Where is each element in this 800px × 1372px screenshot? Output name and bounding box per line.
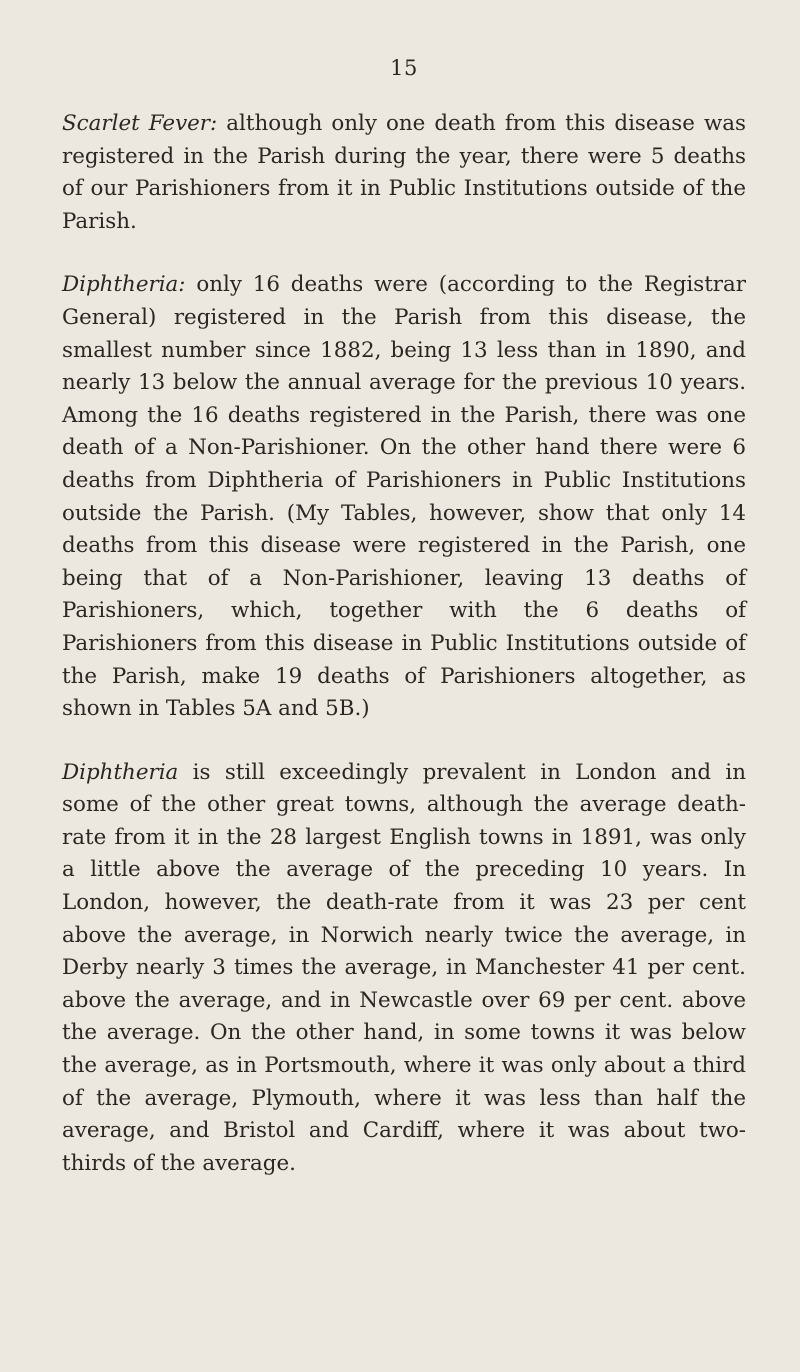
- paragraph-text-diphtheria-prevalence: is still exceedingly prevalent in London and in some of the other great towns, although the average death-rate from it in the 28 largest English towns in 1891, was only a little above the average of the preceding 10 years. In London, however, the death-rate from it was 23 per cent above the average, in Norwich nearly twice the average, in Derby nearly 3 times the average, in Manchester 41 per cent. above the average, and in Newcastle over 69 per cent. above the average. On the other hand, in some towns it was below the average, as in Portsmouth, where it was only about a third of the average, Plymouth, where it was less than half the average, and Bristol and Cardiff, where it was about two-thirds of the average.: [62, 759, 746, 1176]
- paragraph-lead-diphtheria-prevalence: Diphtheria: [62, 759, 179, 785]
- paragraph-diphtheria-prevalence: [62, 757, 746, 1181]
- paragraph-text-scarlet-fever: although only one death from this disease was registered in the Parish during the year, there were 5 deaths of our Parishioners from it in Public Institutions outside of the Parish.: [62, 111, 747, 234]
- paragraph-lead-diphtheria: Diphtheria:: [62, 272, 186, 298]
- paragraph-text-diphtheria: only 16 deaths were (according to the Registrar General) registered in the Parish from this disease, the smallest number since 1882, being 13 less than in 1890, and nearly 13 below the annual average for the previous 10 years. Among the 16 deaths registered in the Parish, there was one death of a Non-Parishioner. On the other hand there were 6 deaths from Diphtheria of Parishioners in Public Institutions outside the Parish. (My Tables, however, show that only 14 deaths from this disease were registered in the Parish, one being that of a Non-Parishioner, leaving 13 deaths of Parishioners, which, together with the 6 deaths of Parishioners from this disease in Public Institutions outside of the Parish, make 19 deaths of Parishioners altogether, as shown in Tables 5A and 5B.): [62, 272, 746, 722]
- paragraph-diphtheria-deaths: [62, 269, 746, 725]
- page-number: 15: [390, 56, 418, 80]
- paragraph-scarlet-fever: [62, 108, 746, 238]
- paragraph-lead-scarlet-fever: Scarlet Fever:: [62, 111, 218, 136]
